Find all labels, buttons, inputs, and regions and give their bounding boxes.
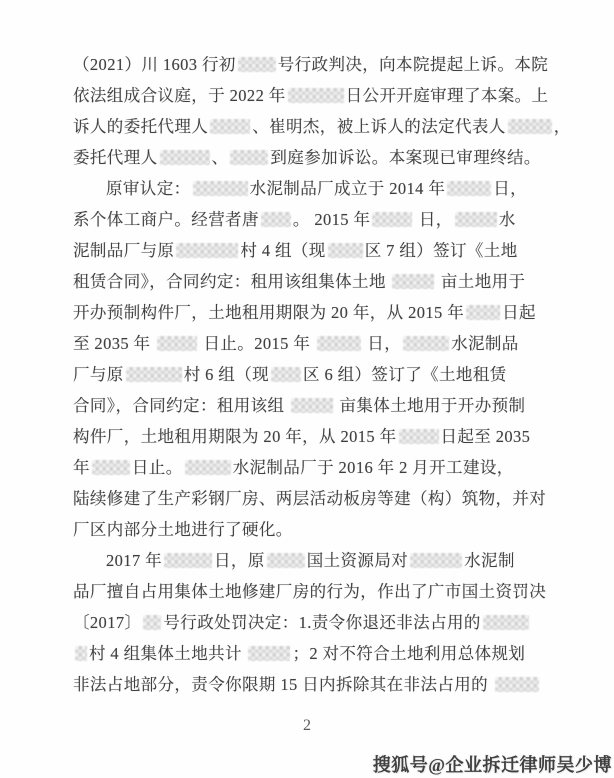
text-run: 合同》，合同约定：租用该组 (73, 396, 289, 415)
text-run: 。 2015 年 (292, 210, 371, 229)
redaction-block (291, 398, 333, 413)
text-run: 厂区内部分土地进行了硬化。 (73, 520, 293, 539)
redaction-block (261, 212, 291, 227)
redaction-block (143, 615, 161, 630)
redaction-block (126, 367, 182, 382)
redaction-block (267, 553, 305, 568)
redaction-block (455, 212, 497, 227)
text-run: 水 (498, 210, 516, 229)
redaction-block (317, 336, 361, 351)
document-lines (73, 49, 571, 700)
redaction-block (372, 212, 412, 227)
document-line (73, 452, 553, 483)
redaction-block (193, 181, 248, 196)
text-run: 亩土地用于 (436, 272, 526, 291)
text-run: 国土资源局对 (306, 551, 409, 570)
text-run: 日起 (502, 303, 536, 322)
text-run: 日， (493, 179, 528, 198)
document-line (73, 669, 553, 700)
redaction-block (399, 429, 439, 444)
text-run: 构件厂，土地租用期限为 20 年，从 2015 年 (73, 427, 397, 446)
text-run: 陆续修建了生产彩钢厂房、两层活动板房等建（构）筑物，并对 (73, 489, 547, 508)
redaction-block (392, 274, 434, 289)
text-run: 日公开开庭审理了本案。上 (345, 86, 549, 105)
text-run: 村 4 组集体土地共计 (89, 644, 247, 663)
text-run: 原审认定： (106, 179, 191, 198)
text-run: 日， (362, 334, 402, 353)
redaction-block (495, 677, 539, 692)
document-line (73, 514, 553, 545)
document-line (73, 483, 553, 514)
text-run: 水泥制 (464, 551, 515, 570)
redaction-block (403, 336, 449, 351)
text-run: 、崔明杰，被上诉人的法定代表人 (252, 117, 506, 136)
text-run: 租赁合同》，合同约定：租用该组集体土地 (73, 272, 391, 291)
document-line (73, 359, 553, 390)
text-run: 泥制品厂与原 (73, 241, 175, 260)
redaction-block (210, 119, 250, 134)
text-run: ；2 对不符合土地利用总体规划 (292, 644, 526, 663)
text-run: 水泥制品 (451, 334, 519, 353)
document-line (73, 545, 553, 576)
text-run: 系个体工商户。经营者唐 (73, 210, 259, 229)
text-run: 诉人的委托代理人 (73, 117, 209, 136)
document-line (73, 266, 553, 297)
redaction-block (157, 336, 197, 351)
document-line (73, 297, 553, 328)
text-run: 日止。 (131, 458, 183, 477)
text-run: 委托代理人 (73, 148, 158, 167)
redaction-block (483, 615, 529, 630)
text-run: 区 7 组）签订《土地 (364, 241, 518, 260)
text-run: 年 (73, 458, 90, 477)
text-run: 品厂擅自占用集体土地修建厂房的行为，作出了广市国土资罚决 (73, 582, 547, 601)
text-run: 村 4 组（现 (240, 241, 326, 260)
document-line (73, 80, 553, 111)
text-run: 水泥制品厂于 2016 年 2 月开工建设， (232, 458, 514, 477)
document-line (73, 49, 553, 80)
text-run: 非法占地部分，责令你限期 15 日内拆除其在非法占用的 (73, 675, 493, 694)
text-run: 日， (414, 210, 453, 229)
text-run: （2021）川 1603 行初 (73, 55, 236, 74)
document-line (73, 576, 553, 607)
redaction-block (238, 57, 276, 72)
document-line (73, 421, 553, 452)
text-run: 依法组成合议庭，于 2022 年 (73, 86, 286, 105)
redaction-block (176, 243, 238, 258)
text-run: 区 6 组）签订了《土地租赁 (303, 365, 507, 384)
redaction-block (288, 88, 344, 103)
text-run: 至 2035 年 (73, 334, 155, 353)
text-run: 日止。2015 年 (198, 334, 315, 353)
text-run: 亩集体土地用于开办预制 (334, 396, 526, 415)
redaction-block (185, 460, 231, 475)
text-run: 水泥制品厂成立于 2014 年 (249, 179, 446, 198)
text-run: 、 (211, 148, 229, 167)
redaction-block (92, 460, 130, 475)
redaction-block (164, 553, 212, 568)
document-line (73, 204, 553, 235)
text-run: ， (553, 117, 571, 136)
text-run: 村 6 组（现 (183, 365, 270, 384)
redaction-block (410, 553, 462, 568)
text-run: 日，原 (214, 551, 265, 570)
redaction-block (248, 646, 290, 661)
text-run: 号行政处罚决定：1.责令你退还非法占用的 (163, 613, 481, 632)
redaction-block (508, 119, 552, 134)
document-line (73, 111, 571, 142)
redaction-block (75, 646, 87, 661)
watermark-text: 搜狐号@企业拆迁律师吴少博 (372, 755, 612, 775)
document-line (73, 173, 553, 204)
document-line (73, 390, 553, 421)
page-number: 2 (303, 717, 311, 734)
document-line (73, 235, 553, 266)
document-line (73, 328, 553, 359)
redaction-block (160, 150, 210, 165)
document-line (73, 638, 553, 669)
redaction-block (447, 181, 491, 196)
document-line (73, 607, 553, 638)
document-line (73, 142, 553, 173)
redaction-block (230, 150, 268, 165)
text-run: 厂与原 (73, 365, 124, 384)
text-run: 〔2017〕 (73, 613, 142, 632)
redaction-block (271, 367, 301, 382)
text-run: 到庭参加诉讼。本案现已审理终结。 (270, 148, 541, 167)
text-run: 日起至 2035 (440, 427, 531, 446)
redaction-block (466, 305, 500, 320)
text-run: 号行政判决，向本院提起上诉。本院 (277, 55, 549, 74)
redaction-block (328, 243, 363, 258)
text-run: 开办预制构件厂，土地租用期限为 20 年，从 2015 年 (73, 303, 465, 322)
text-run: 2017 年 (106, 551, 163, 570)
